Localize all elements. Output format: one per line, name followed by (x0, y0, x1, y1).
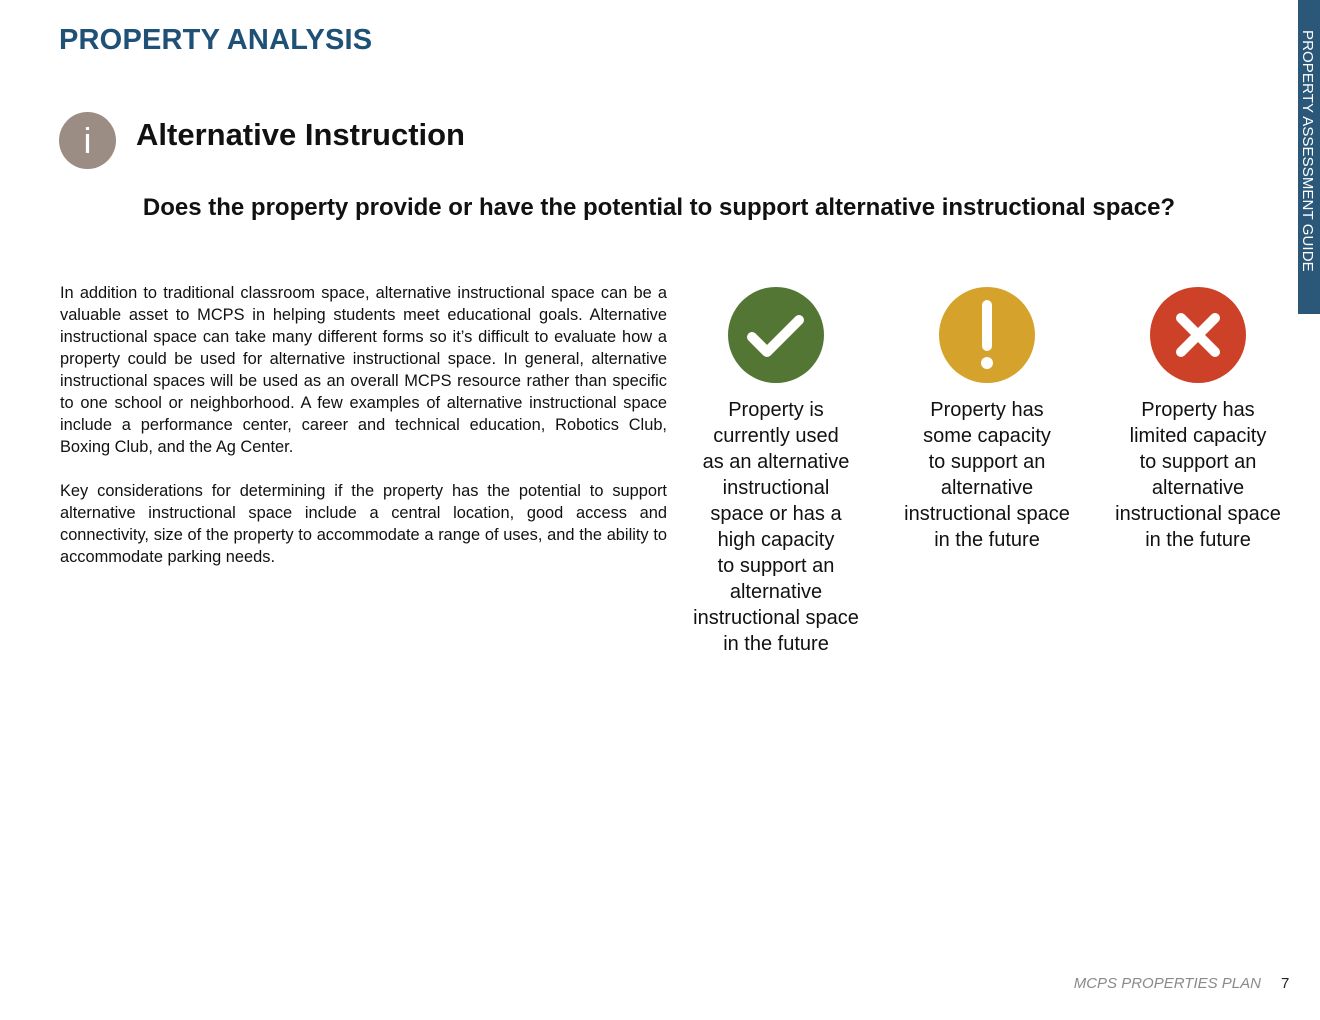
rating-label-line: some capacity (923, 425, 1051, 447)
rating-label-line: to support an (928, 451, 1046, 473)
rating-label-line: Property has (1141, 399, 1255, 421)
checkmark-icon (727, 286, 825, 384)
section-title: PROPERTY ANALYSIS (59, 24, 373, 56)
rating-label-line: instructional space (904, 503, 1070, 525)
rating-label-line: space or has a (710, 503, 842, 525)
body-text (60, 282, 667, 590)
rating-high-capacity (676, 286, 876, 657)
rating-label-line: Property is (728, 399, 824, 421)
body-paragraph: Key considerations for determining if the property has the potential to support alternative instructional space include a central location, good access and connectivity, size of the property to accommodate a range of uses, and the ability to accommodate parking needs. (60, 482, 667, 566)
rating-label-line: high capacity (717, 529, 835, 551)
rating-label-line: alternative (1151, 477, 1245, 499)
rating-label-line: to support an (717, 555, 835, 577)
info-icon-letter: i (83, 120, 92, 161)
rating-label (676, 397, 876, 657)
body-paragraph: In addition to traditional classroom space, alternative instructional space can be a valuable asset to MCPS in helping students meet educational goals. Alternative instructional space can take many different forms so it’s difficult to evaluate how a property could be used for alternative instructional space. In general, alternative instructional spaces will be used as an overall MCPS resource rather than specific to one school or neighborhood. A few examples of alternative instructional space include a performance center, career and technical education, Robotics Club, Boxing Club, and the Ag Center. (60, 284, 667, 456)
rating-label-line: as an alternative (702, 451, 850, 473)
topic-heading: Alternative Instruction (136, 117, 465, 152)
topic-question: Does the property provide or have the potential to support alternative instructional space? (142, 194, 1176, 221)
side-tab-label: PROPERTY ASSESSMENT GUIDE (1299, 30, 1316, 272)
rating-label-line: currently used (713, 425, 839, 447)
exclamation-icon (938, 286, 1036, 384)
rating-label-line: in the future (934, 529, 1040, 551)
footer-document-name: MCPS PROPERTIES PLAN (1073, 975, 1261, 992)
rating-label-line: alternative (940, 477, 1034, 499)
page-number: 7 (1281, 975, 1290, 992)
rating-label-line: in the future (1145, 529, 1251, 551)
rating-label-line: to support an (1139, 451, 1257, 473)
rating-label (887, 397, 1087, 553)
rating-label (1098, 397, 1298, 553)
rating-label-line: instructional space (693, 607, 859, 629)
rating-label-line: in the future (723, 633, 829, 655)
rating-some-capacity (887, 286, 1087, 553)
rating-label-line: alternative (729, 581, 823, 603)
x-mark-icon (1149, 286, 1247, 384)
info-icon (59, 112, 116, 169)
rating-limited-capacity (1098, 286, 1298, 553)
side-tab (1298, 0, 1320, 314)
rating-label-line: instructional (722, 477, 830, 499)
rating-label-line: Property has (930, 399, 1044, 421)
rating-label-line: instructional space (1115, 503, 1281, 525)
rating-label-line: limited capacity (1129, 425, 1267, 447)
